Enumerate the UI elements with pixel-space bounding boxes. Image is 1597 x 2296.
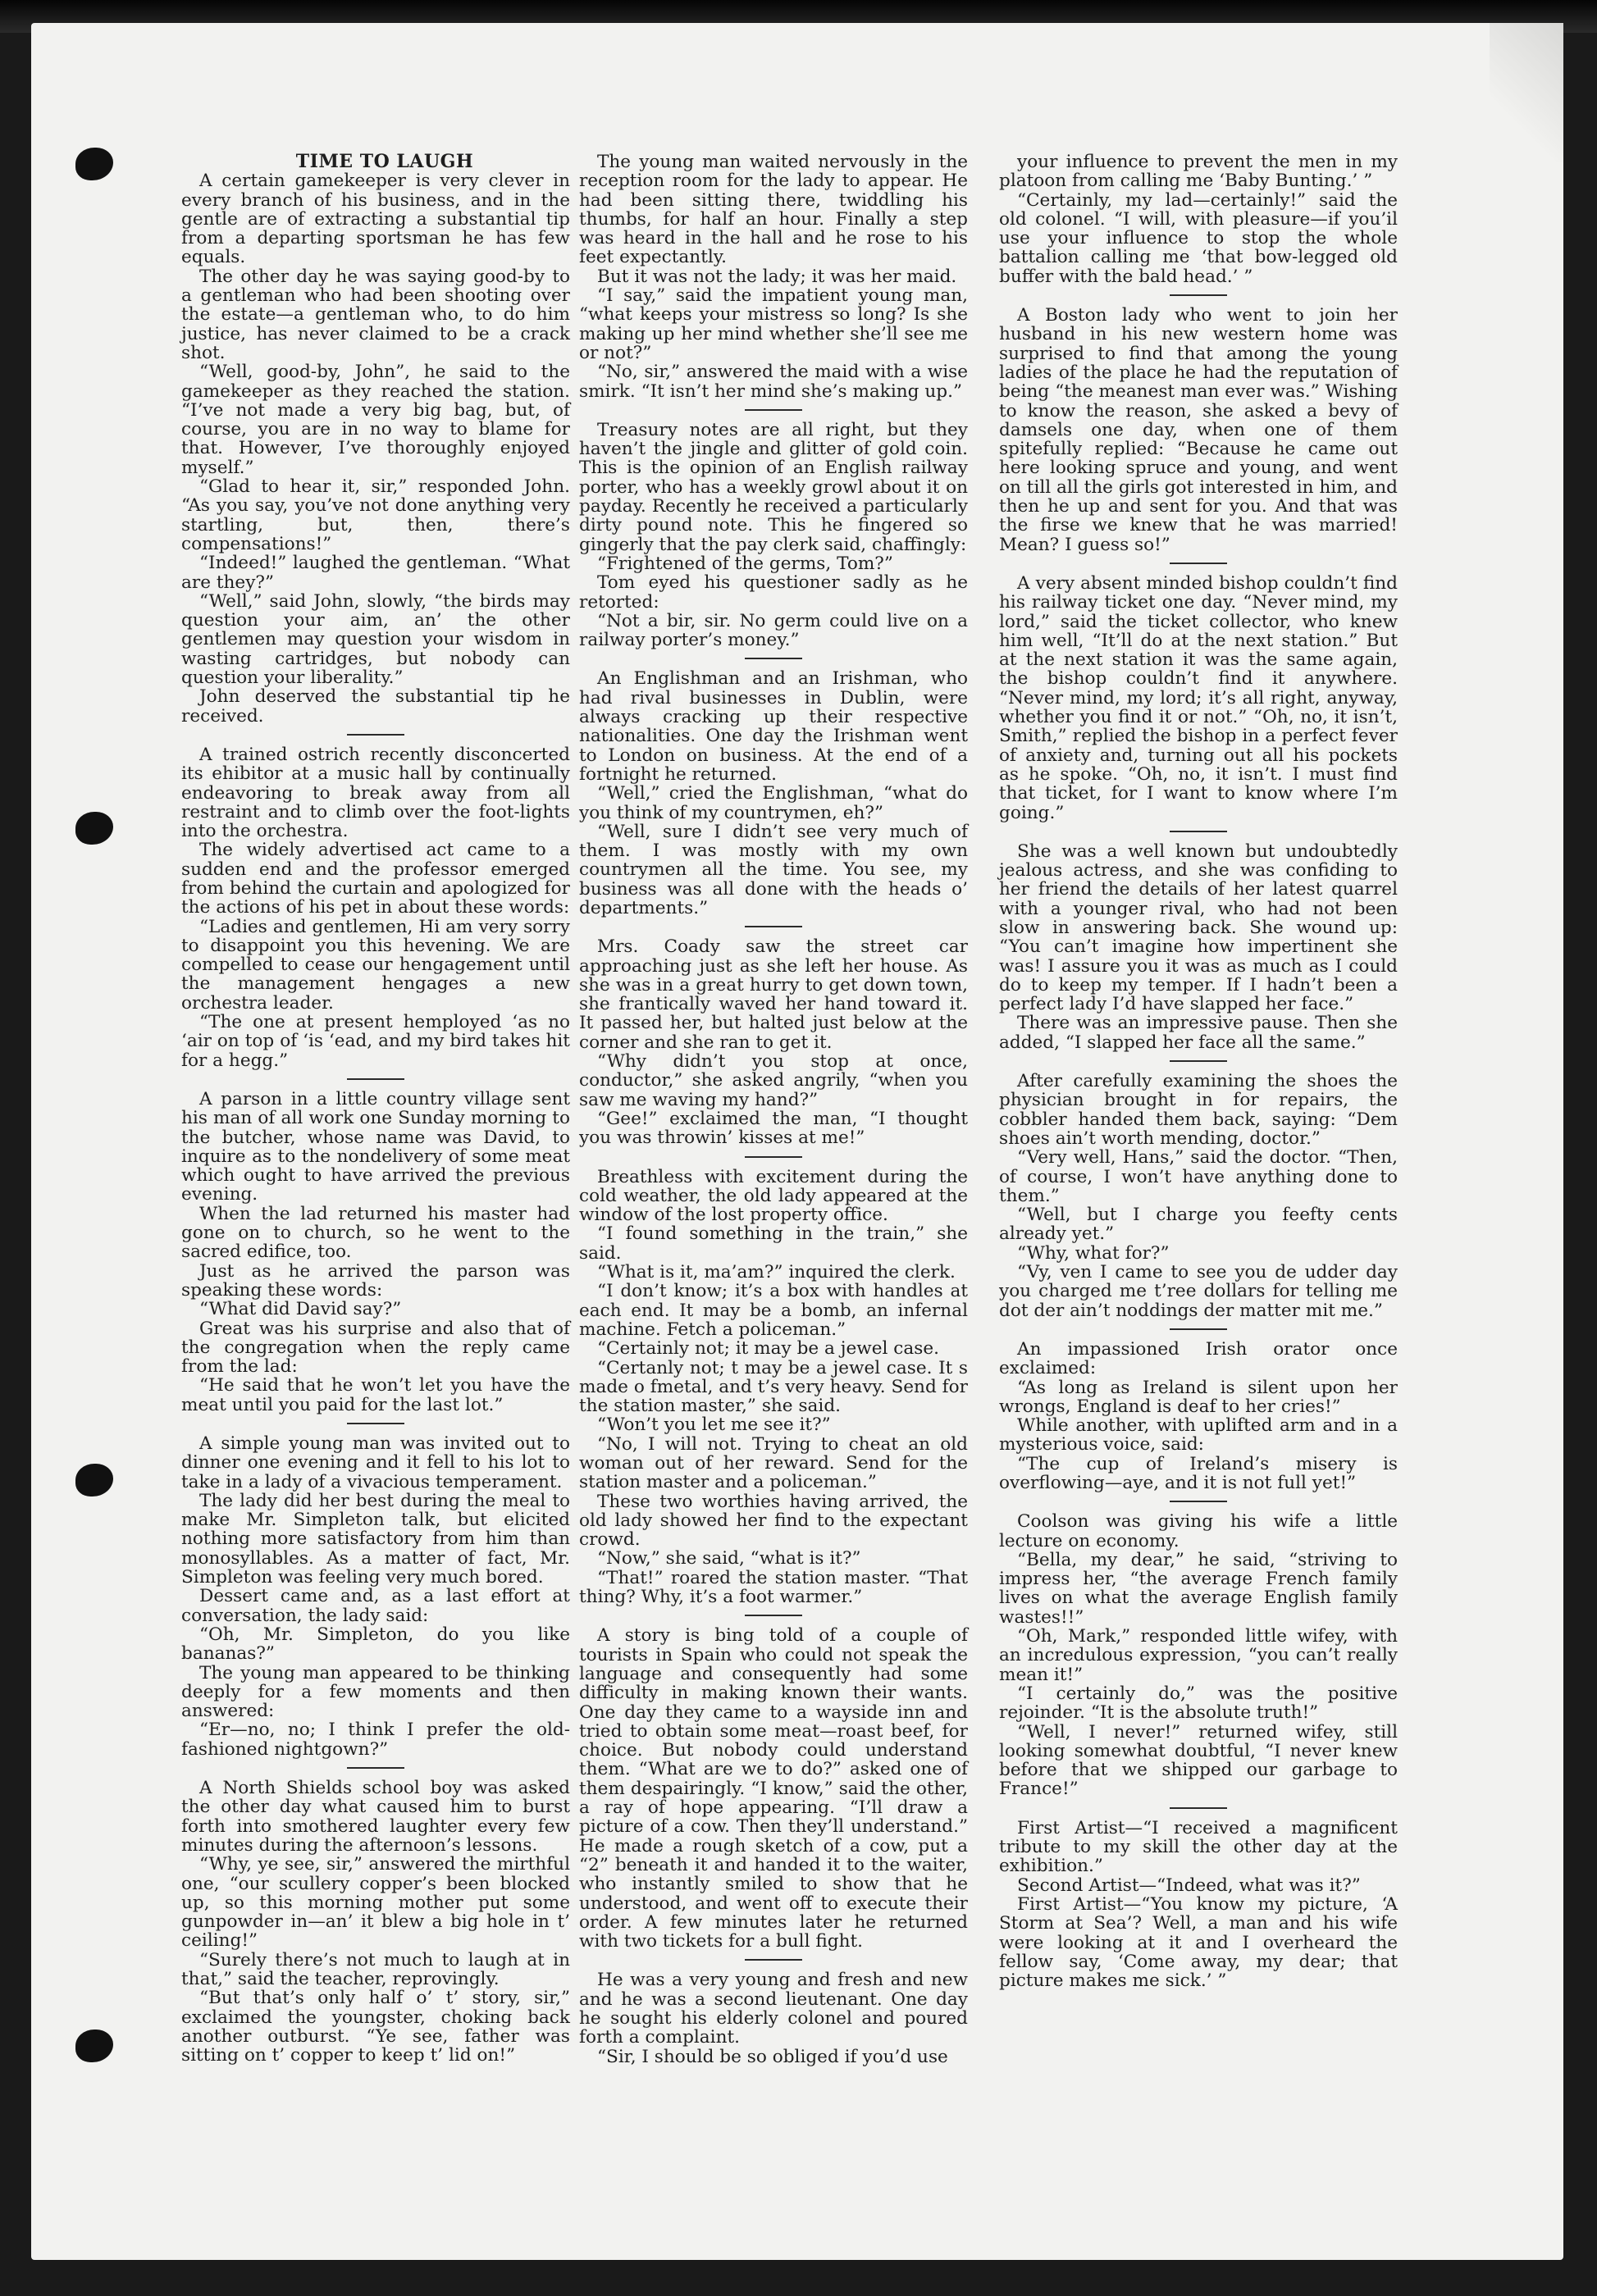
divider-rule <box>347 734 404 736</box>
article-paragraph: “Well,” said John, slowly, “the birds may question your aim, an’ the other gentlemen may question your wisdom in wasting cartridges, but nobody can question your liberality.” <box>181 590 570 689</box>
article-paragraph: Just as he arrived the parson was speaking these words: <box>181 1260 570 1301</box>
article-paragraph: An Englishman and an Irishman, who had rival businesses in Dublin, were always cracking up their respective nationalities. One day the Irishman went to London on business. At the end of a fortnight he returned. <box>579 668 968 785</box>
article-paragraph: “Certainly not; it may be a jewel case. <box>597 1338 939 1360</box>
article-paragraph: A North Shields school boy was asked the other day what caused him to burst forth into smothered laughter every few minutes during the afternoon’s lessons. <box>181 1778 570 1856</box>
divider-rule <box>1170 1807 1227 1809</box>
divider-rule <box>347 1423 404 1424</box>
divider-rule <box>1170 1060 1227 1062</box>
article-paragraph: Breathless with excitement during the cold weather, the old lady appeared at the window of the lost property office. <box>579 1166 968 1226</box>
article-paragraph: “But that’s only half o’ t’ story, sir,” exclaimed the youngster, choking back another outburst. “Ye see, father was sitting on t’ copper to keep t’ lid on!” <box>181 1988 570 2066</box>
article-paragraph: A parson in a little country village sent his man of all work one Sunday morning to the butcher, whose name was David, to inquire as to the nondelivery of some meat which ought to have arrived the previous evening. <box>181 1088 570 1205</box>
article-paragraph: “Oh, Mr. Simpleton, do you like bananas?” <box>181 1624 570 1665</box>
article-paragraph: “Er—no, no; I think I prefer the old-fashioned nightgown?” <box>181 1720 570 1760</box>
article-paragraph: “Why, what for?” <box>1017 1242 1170 1264</box>
divider-rule <box>1170 294 1227 296</box>
divider-rule <box>745 1615 802 1616</box>
article-paragraph: Treasury notes are all right, but they haven’t the jingle and glitter of gold coin. This is the opinion of an English railway porter, who has a weekly growl about it on payday. Recently he received a particularly dirty pound note. This he fingered so gingerly that the pay clerk said, chaffingly: <box>579 419 968 555</box>
article-paragraph: While another, with uplifted arm and in a mysterious voice, said: <box>999 1415 1398 1456</box>
article-paragraph: When the lad returned his master had gone on to church, so he went to the sacred edifice, too. <box>181 1203 570 1263</box>
article-paragraph: “Won’t you let me see it?” <box>597 1414 831 1436</box>
article-paragraph: “Sir, I should be so obliged if you’d use <box>597 2046 948 2067</box>
article-paragraph: “Certanly not; t may be a jewel case. It s made o fmetal, and t’s very heavy. Send for the station master,” she said. <box>579 1357 968 1417</box>
article-paragraph: “Well, but I charge you feefty cents already yet.” <box>999 1205 1398 1245</box>
article-paragraph: “I certainly do,” was the positive rejoinder. “It is the absolute truth!” <box>999 1683 1398 1724</box>
article-paragraph: “Why, ye see, sir,” answered the mirthful one, “our scullery copper’s been blocked up, so this morning mother put some gunpowder in—an’ it blew a big hole in t’ ceiling!” <box>181 1854 570 1952</box>
article-paragraph: He was a very young and fresh and new and he was a second lieutenant. One day he sought his elderly colonel and poured forth a complaint. <box>579 1970 968 2048</box>
article-paragraph: “I say,” said the impatient young man, “what keeps your mistress so long? Is she making up her mind whether she’ll see me or not?” <box>579 285 968 363</box>
article-paragraph: “Not a bir, sir. No germ could live on a railway porter’s money.” <box>579 610 968 651</box>
article-paragraph: “Vy, ven I came to see you de udder day you charged me t’ree dollars for telling me dot der ain’t noddings der matter mit me.” <box>999 1262 1398 1321</box>
divider-rule <box>1170 1501 1227 1502</box>
article-paragraph: The lady did her best during the meal to make Mr. Simpleton talk, but elicited nothing more satisfactory from him than monosyllables. As a matter of fact, Mr. Simpleton was feeling very much bored. <box>181 1490 570 1588</box>
divider-rule <box>347 1767 404 1769</box>
divider-rule <box>745 409 802 411</box>
column-3 <box>999 153 1398 1990</box>
divider-rule <box>745 658 802 659</box>
article-paragraph: Second Artist—“Indeed, what was it?” <box>1017 1875 1361 1896</box>
article-paragraph: Coolson was giving his wife a little lecture on economy. <box>999 1511 1398 1551</box>
article-paragraph: But it was not the lady; it was her maid. <box>597 266 957 287</box>
article-paragraph: “That!” roared the station master. “That thing? Why, it’s a foot warmer.” <box>579 1567 968 1608</box>
divider-rule <box>1170 1328 1227 1330</box>
article-paragraph: “I found something in the train,” she said. <box>579 1223 968 1264</box>
article-paragraph: “Frightened of the germs, Tom?” <box>597 553 893 574</box>
article-paragraph: Great was his surprise and also that of the congregation when the reply came from the lad: <box>181 1318 570 1378</box>
article-paragraph: John deserved the substantial tip he received. <box>181 686 570 727</box>
column-1 <box>181 153 570 2066</box>
article-paragraph: “Well, I never!” returned wifey, still looking somewhat doubtful, “I never knew before that we shipped our garbage to France!” <box>999 1721 1398 1800</box>
article-paragraph: The widely advertised act came to a sudden end and the professor emerged from behind the curtain and apologized for the actions of his pet in about these words: <box>181 840 570 918</box>
article-paragraph: “Well, good-by, John”, he said to the gamekeeper as they reached the station. “I’ve not made a very big bag, but, of course, you are in no way to blame for that. However, I’ve thoroughly enjoyed myself.” <box>181 362 570 478</box>
article-paragraph: The young man appeared to be thinking deeply for a few moments and then answered: <box>181 1662 570 1722</box>
article-paragraph: First Artist—“You know my picture, ‘A Storm at Sea’? Well, a man and his wife were looking at it and I overheard the fellow say, ‘Come away, my dear; that picture makes me sick.’ ” <box>999 1893 1398 1992</box>
article-paragraph: “Very well, Hans,” said the doctor. “Then, of course, I won’t have anything done to them.” <box>999 1147 1398 1206</box>
article-paragraph: An impassioned Irish orator once exclaimed: <box>999 1338 1398 1379</box>
article-paragraph: Mrs. Coady saw the street car approaching just as she left her house. As she was in a great hurry to get down town, she frantically waved her hand toward it. It passed her, but halted just below at the corner and she ran to get it. <box>579 936 968 1053</box>
article-paragraph: “The one at present hemployed ‘as no ‘air on top of ‘is ‘ead, and my bird takes hit for a hegg.” <box>181 1012 570 1071</box>
article-paragraph: Dessert came and, as a last effort at conversation, the lady said: <box>181 1586 570 1626</box>
article-paragraph: “Oh, Mark,” responded little wifey, with an incredulous expression, “you can’t really mean it!” <box>999 1626 1398 1685</box>
article-paragraph: The young man waited nervously in the reception room for the lady to appear. He had been sitting there, twiddling his thumbs, for half an hour. Finally a step was heard in the hall and he rose to his feet expectantly. <box>579 152 968 268</box>
article-paragraph: “Why didn’t you stop at once, conductor,” she asked angrily, “when you saw me waving my hand?” <box>579 1051 968 1110</box>
article-paragraph: “Bella, my dear,” he said, “striving to impress her, “the average French family lives on what the average English family wastes!!” <box>999 1549 1398 1628</box>
divider-rule <box>745 1959 802 1961</box>
article-paragraph: “As long as Ireland is silent upon her wrongs, England is deaf to her cries!” <box>999 1377 1398 1417</box>
article-paragraph: The other day he was saying good-by to a gentleman who had been shooting over the estate—a gentleman who, to do him justice, has never claimed to be a crack shot. <box>181 266 570 363</box>
article-paragraph: “I don’t know; it’s a box with handles at each end. It may be a bomb, an infernal machine. Fetch a policeman.” <box>579 1281 968 1340</box>
article-paragraph: Tom eyed his questioner sadly as he retorted: <box>579 572 968 613</box>
article-paragraph: A trained ostrich recently disconcerted its ehibitor at a music hall by continually endeavoring to break away from all restraint and to climb over the foot-lights into the orchestra. <box>181 744 570 842</box>
article-paragraph: “Well,” cried the Englishman, “what do you think of my countrymen, eh?” <box>579 783 968 823</box>
article-paragraph: She was a well known but undoubtedly jealous actress, and she was confiding to her friend the details of her latest quarrel with a younger rival, who had not been slow in answering back. She wound up: “You can’t imagine how impertinent she was! I assure you it was as much as I could do to keep my temper. If I hadn’t been a perfect lady I’d have slapped her face.” <box>999 840 1398 1015</box>
divider-rule <box>347 1078 404 1080</box>
article-paragraph: A story is bing told of a couple of tourists in Spain who could not speak the language and consequently had some difficulty in making known their wants. One day they came to a wayside inn and tried to obtain some meat—roast beef, for choice. But nobody could understand them. “What are we to do?” asked one of them despairingly. “I know,” said the other, a ray of hope appearing. “I’ll draw a picture of a cow. Then they’ll understand.” He made a rough sketch of a cow, put a “2” beneath it and handed it to the waiter, who instantly smiled to show that he understood, and went off to execute their order. A few minutes later he returned with two tickets for a bull fight. <box>579 1625 968 1952</box>
article-paragraph: “The cup of Ireland’s misery is overflowing—aye, and it is not full yet!” <box>999 1453 1398 1493</box>
article-paragraph: “Certainly, my lad—certainly!” said the old colonel. “I will, with pleasure—if you’il use your influence to stop the whole battalion calling me ‘that bow-legged old buffer with the bald head.’ ” <box>999 189 1398 287</box>
article-paragraph: A simple young man was invited out to dinner one evening and it fell to his lot to take in a lady of a vivacious temperament. <box>181 1433 570 1492</box>
section-title: TIME TO LAUGH <box>295 151 474 172</box>
article-paragraph: There was an impressive pause. Then she added, “I slapped her face all the same.” <box>999 1013 1398 1053</box>
article-paragraph: “Glad to hear it, sir,” responded John. “As you say, you’ve not done anything very startling, but, then, there’s compensations!” <box>181 476 570 554</box>
article-paragraph: First Artist—“I received a magnificent tribute to my skill the other day at the exhibition.” <box>999 1817 1398 1877</box>
article-paragraph: “Indeed!” laughed the gentleman. “What are they?” <box>181 553 570 593</box>
article-paragraph: A very absent minded bishop couldn’t find his railway ticket one day. “Never mind, my lord,” said the ticket collector, who knew him well, “It’ll do at the next station.” But at the next station it was the same again, the bishop couldn’t find it anywhere. “Never mind, my lord; it’s all right, anyway, whether you find it or not.” “Oh, no, it isn’t, Smith,” replied the bishop in a perfect fever of anxiety and, turning out all his pockets as he spoke. “Oh, no, it isn’t. I must find that ticket, for I want to know where I’m going.” <box>999 572 1398 823</box>
article-paragraph: After carefully examining the shoes the physician brought in for repairs, the cobbler handed them back, saying: “Dem shoes ain’t worth mending, doctor.” <box>999 1071 1398 1149</box>
divider-rule <box>745 1156 802 1158</box>
article-paragraph: “Now,” she said, “what is it?” <box>597 1548 861 1569</box>
divider-rule <box>745 926 802 927</box>
article-paragraph: “Gee!” exclaimed the man, “I thought you was throwin’ kisses at me!” <box>579 1108 968 1149</box>
article-paragraph: “Well, sure I didn’t see very much of them. I was mostly with my own countrymen all the time. You see, my business was all done with the heads o’ departments.” <box>579 821 968 918</box>
article-paragraph: “No, sir,” answered the maid with a wise smirk. “It isn’t her mind she’s making up.” <box>579 362 968 402</box>
article-paragraph: “Ladies and gentlemen, Hi am very sorry to disappoint you this hevening. We are compelled to cease our hengagement until the management hengages a new orchestra leader. <box>181 916 570 1014</box>
column-2 <box>579 153 968 2066</box>
divider-rule <box>1170 831 1227 832</box>
article-paragraph: “He said that he won’t let you have the meat until you paid for the last lot.” <box>181 1375 570 1415</box>
article-paragraph: These two worthies having arrived, the old lady showed her find to the expectant crowd. <box>579 1491 968 1551</box>
page-corner-fold <box>1490 23 1563 162</box>
article-paragraph: A certain gamekeeper is very clever in every branch of his business, and in the gentle are of extracting a substantial tip from a departing sportsman he has few equals. <box>181 171 570 268</box>
article-paragraph: “No, I will not. Trying to cheat an old woman out of her reward. Send for the station master and a policeman.” <box>579 1433 968 1493</box>
article-paragraph: your influence to prevent the men in my platoon from calling me ‘Baby Bunting.’ ” <box>999 152 1398 192</box>
article-paragraph: “What did David say?” <box>199 1299 402 1320</box>
divider-rule <box>1170 563 1227 564</box>
article-paragraph: “What is it, ma’am?” inquired the clerk. <box>597 1262 956 1283</box>
article-paragraph: A Boston lady who went to join her husband in his new western home was surprised to find that among the young ladies of the place he had the reputation of being “the meanest man ever was.” Wishing to know the reason, she asked a bevy of damsels one day, when one of them spitefully replied: “Because he came out here looking spruce and young, and went on till all the girls got interested in him, and then he up and sent for you. And that was the firse we knew that he was married! Mean? I guess so!” <box>999 305 1398 555</box>
article-paragraph: “Surely there’s not much to laugh at in that,” said the teacher, reprovingly. <box>181 1949 570 1990</box>
